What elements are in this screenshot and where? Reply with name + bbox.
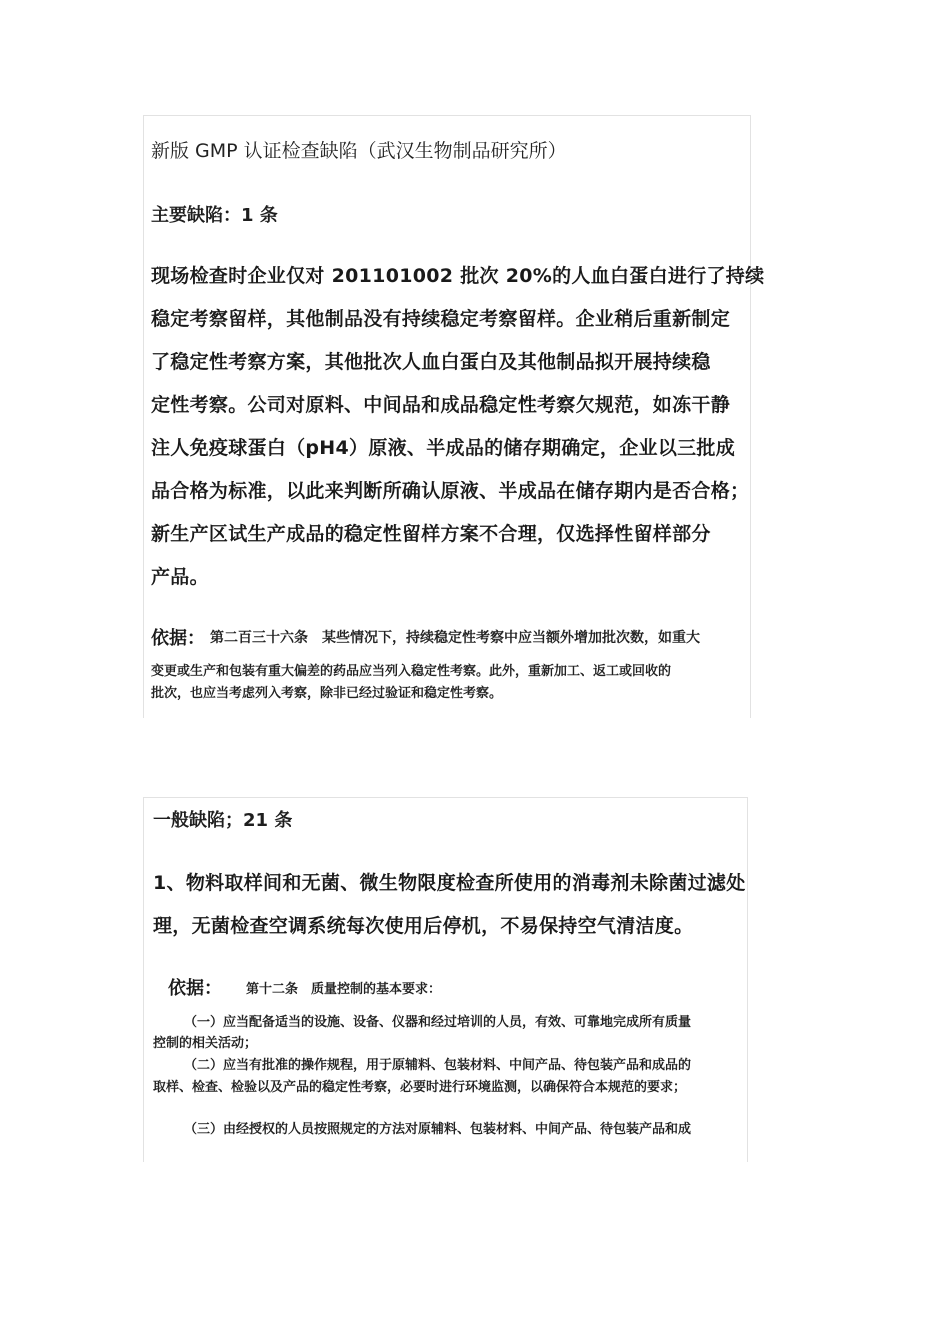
paragraph-line: 注人免疫球蛋白（pH4）原液、半成品的储存期确定，企业以三批成 [151, 437, 736, 459]
paragraph-line: 产品。 [151, 566, 209, 588]
general-defects-card [143, 797, 748, 1162]
major-defects-card [143, 115, 765, 718]
basis-line: 控制的相关活动； [153, 1036, 258, 1051]
basis-line: （二）应当有批准的操作规程，用于原辅料、包装材料、中间产品、待包装产品和成品的 [184, 1058, 692, 1073]
item-line: 理，无菌检查空调系统每次使用后停机，不易保持空气清洁度。 [153, 915, 694, 937]
general-defects-heading: 一般缺陷；21 条 [153, 810, 293, 831]
paragraph-line: 新生产区试生产成品的稳定性留样方案不合理，仅选择性留样部分 [151, 523, 711, 545]
basis-line: 变更或生产和包装有重大偏差的药品应当列入稳定性考察。此外，重新加工、返工或回收的 [151, 664, 672, 679]
basis-line: 批次，也应当考虑列入考察，除非已经过验证和稳定性考察。 [151, 686, 503, 701]
basis-line: （一）应当配备适当的设施、设备、仪器和经过培训的人员，有效、可靠地完成所有质量 [184, 1015, 692, 1030]
basis-label: 依据： [168, 978, 222, 999]
basis-line: 第二百三十六条 某些情况下，持续稳定性考察中应当额外增加批次数，如重大 [210, 630, 700, 646]
major-defects-heading: 主要缺陷：1 条 [151, 205, 278, 226]
basis-line: （三）由经授权的人员按照规定的方法对原辅料、包装材料、中间产品、待包装产品和成 [184, 1122, 692, 1137]
item-line: 1、物料取样间和无菌、微生物限度检查所使用的消毒剂未除菌过滤处 [153, 872, 746, 894]
paragraph-line: 定性考察。公司对原料、中间品和成品稳定性考察欠规范，如冻干静 [151, 394, 731, 416]
paragraph-line: 品合格为标准，以此来判断所确认原液、半成品在储存期内是否合格； [151, 480, 750, 502]
document-title: 新版 GMP 认证检查缺陷（武汉生物制品研究所） [151, 140, 567, 162]
basis-label: 依据： [151, 628, 205, 649]
paragraph-line: 稳定考察留样，其他制品没有持续稳定考察留样。企业稍后重新制定 [151, 308, 731, 330]
paragraph-line: 现场检查时企业仅对 201101002 批次 20%的人血白蛋白进行了持续 [151, 265, 765, 287]
basis-line: 取样、检查、检验以及产品的稳定性考察，必要时进行环境监测，以确保符合本规范的要求； [153, 1080, 687, 1095]
basis-intro: 第十二条 质量控制的基本要求： [246, 982, 442, 997]
paragraph-line: 了稳定性考察方案，其他批次人血白蛋白及其他制品拟开展持续稳 [151, 351, 711, 373]
